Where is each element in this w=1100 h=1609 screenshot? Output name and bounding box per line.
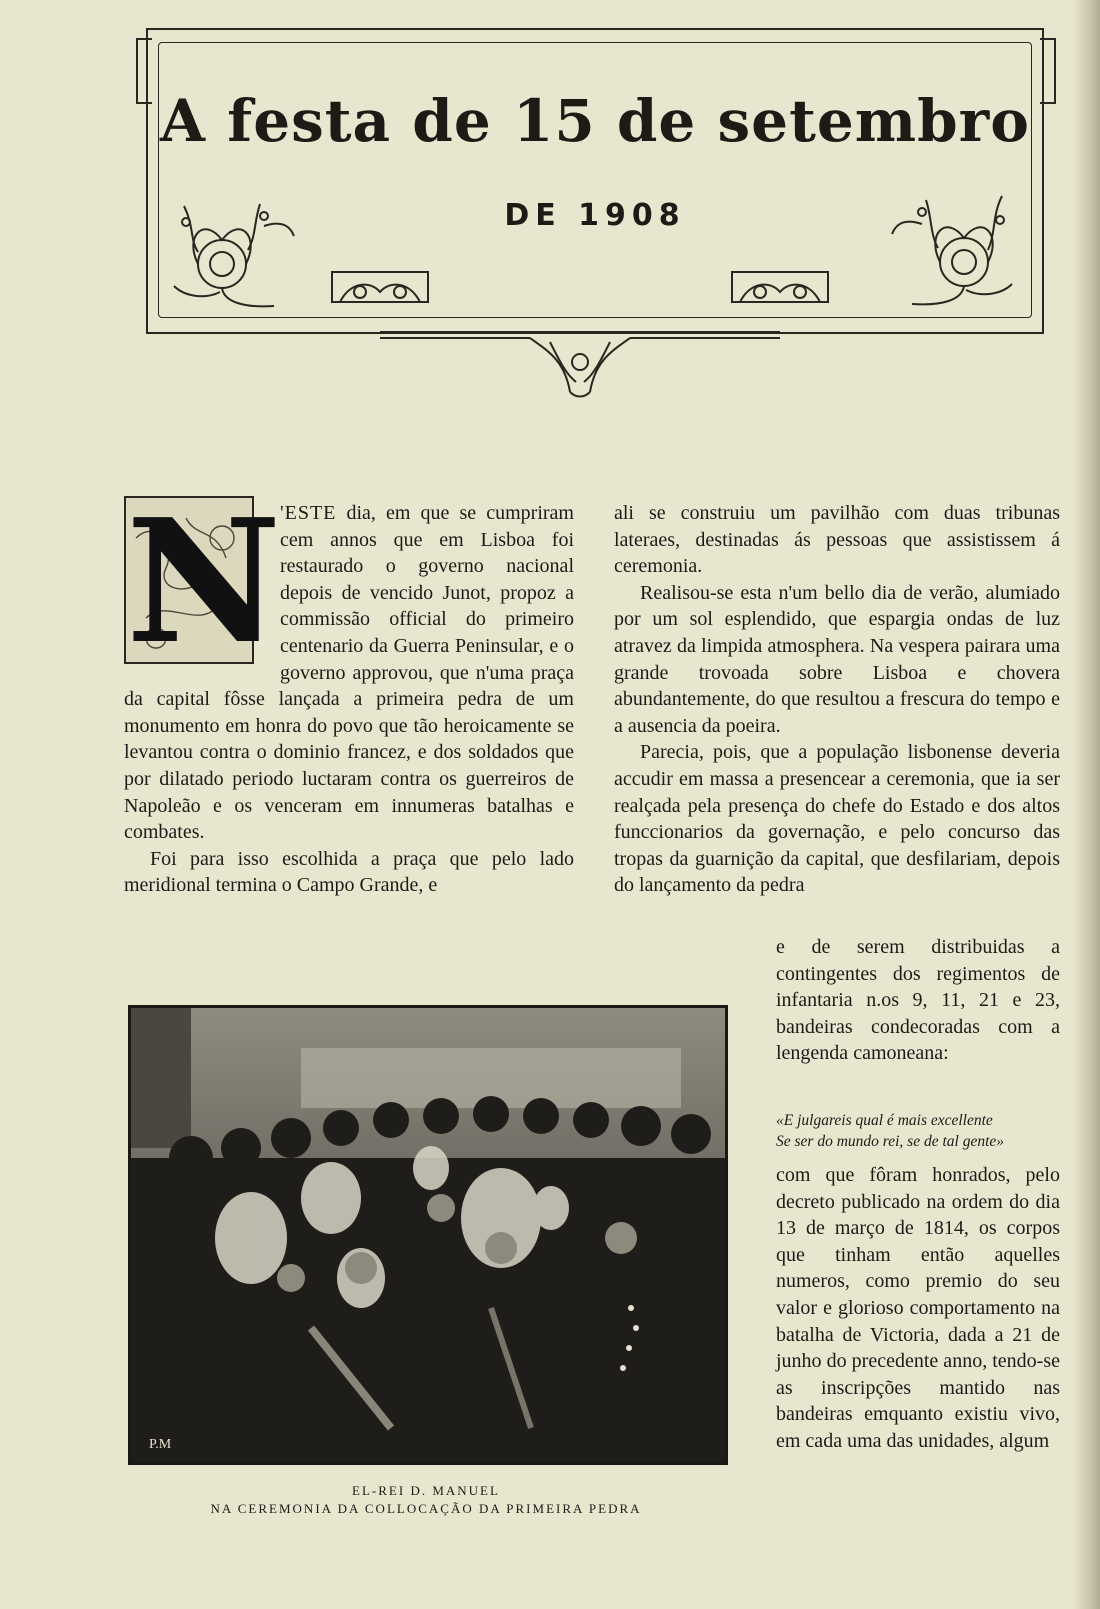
paragraph-4: Realisou-se esta n'um bello dia de verão, alumiado por um sol esplendido, que espargia ondas de luz atravez da limpida atmosphera. Na vespera pairara uma grande trovoada sobre Lisboa e chovera abundantemente, do que resultou a frescura do tempo e a ausencia da poeira. [614, 581, 1060, 737]
paragraph-1-lead: 'ESTE [280, 502, 337, 524]
dropcap [124, 482, 282, 682]
article-column-right [614, 500, 1060, 899]
article-subtitle: DE 1908 [504, 198, 686, 233]
crowd-photo-illustration [131, 1008, 725, 1462]
paragraph-5: Parecia, pois, que a população lisbonense deveria accudir em massa a presencear a ceremonia, que ia ser realçada pela presença do chefe do Estado e dos altos funccionarios da governação, e pelo concurso das tropas da guarnição da capital, que desfilariam, depois do lançamento da pedra [614, 741, 1060, 897]
camoneana-quote [776, 1110, 1064, 1152]
floral-ornament-left [164, 196, 314, 316]
bottom-center-ornament [380, 322, 780, 402]
paragraph-1-text: dia, em que se cumpriram cem annos que em Lisboa foi restaurado o governo nacional depois de vencido Junot, propoz a commissão official do primeiro centenario da Guerra Peninsular, e o governo approvou, que n'uma praça da capital fôsse lançada a primeira pedra de um monumento em honra do povo que tão heroicamente se levantou contra o dominio francez, e dos soldados que por dilatado periodo luctaram contra os guerreiros de Napoleão e os venceram em innumeras batalhas e combates. [124, 502, 574, 844]
photo-signature: P.M [149, 1437, 172, 1452]
article-column-left [124, 482, 574, 899]
paragraph-5-continued: e de serem distribuidas a contingentes dos regimentos de infantaria n.os 9, 11, 21 e 23, bandeiras condecoradas com a lengenda camoneana: [776, 936, 1060, 1065]
floral-ornament-right [872, 190, 1022, 316]
scroll-ornament-left [330, 262, 430, 310]
paragraph-3: ali se construiu um pavilhão com duas tribunas lateraes, destinadas ás pessoas que assistissem á ceremonia. [614, 502, 1060, 578]
article-title: A festa de 15 de setembro [160, 87, 1030, 155]
article-column-right-narrow [776, 934, 1060, 1067]
dropcap-decorated-box [124, 482, 282, 682]
page-edge [1072, 0, 1100, 1609]
photograph-king-ceremony [128, 1005, 728, 1465]
quote-line-1: «E julgareis qual é mais excellente [776, 1112, 993, 1129]
paragraph-6: com que fôram honrados, pelo decreto publicado na ordem do dia 13 de março de 1814, os corpos que tinham então aquelles numeros, como premio do seu valor e glorioso comportamento na batalha de Victoria, dada a 21 de junho do precedente anno, tendo-se as inscripções mantido nas bandeiras emquanto existiu vivo, em cada uma das unidades, algum [776, 1164, 1060, 1452]
scroll-ornament-right [730, 262, 830, 310]
caption-line-2: NA CEREMONIA DA COLLOCAÇÃO DA PRIMEIRA PEDRA [210, 1501, 642, 1516]
article-column-right-narrow-2 [776, 1162, 1060, 1455]
dropcap-letter: N [126, 482, 282, 682]
paragraph-2: Foi para isso escolhida a praça que pelo lado meridional termina o Campo Grande, e [124, 847, 574, 897]
photo-caption [124, 1482, 728, 1518]
caption-line-1: EL-REI D. MANUEL [352, 1483, 500, 1498]
quote-line-2: Se ser do mundo rei, se de tal gente» [776, 1133, 1005, 1150]
